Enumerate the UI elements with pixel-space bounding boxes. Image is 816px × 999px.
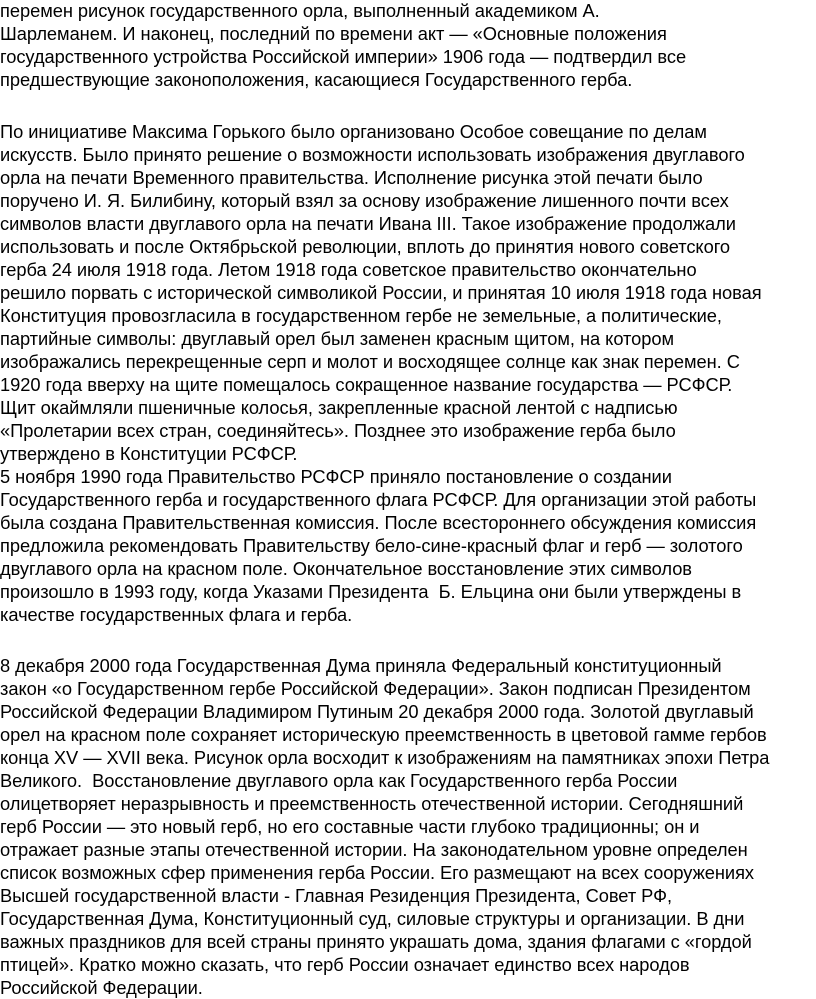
text-line: важных праздников для всей страны принято украшать дома, здания флагами с «гордой (0, 931, 752, 952)
text-line: двуглавого орла на красном поле. Окончательное восстановление этих символов (0, 558, 692, 579)
text-line: перемен рисунок государственного орла, выполненный академиком А. (0, 0, 600, 21)
text-line: 8 декабря 2000 года Государственная Дума приняла Федеральный конституционный (0, 655, 722, 676)
text-line: государственного устройства Российской империи» 1906 года — подтвердил все (0, 46, 687, 67)
text-line: Государственного герба и государственного флага РСФСР. Для организации этой работы (0, 489, 757, 510)
text-line: Высшей государственной власти - Главная Резиденция Президента, Совет РФ, (0, 885, 672, 906)
text-line: Конституция провозгласила в государственном гербе не земельные, а политические, (0, 305, 722, 326)
text-line: произошло в 1993 году, когда Указами Президента Б. Ельцина они были утверждены в (0, 581, 742, 602)
text-line: утверждено в Конституции РСФСР. (0, 443, 298, 464)
text-line: птицей». Кратко можно сказать, что герб России означает единство всех народов (0, 954, 690, 975)
text-line: отражает разные этапы отечественной истории. На законодательном уровне определен (0, 839, 748, 860)
text-line: герб России — это новый герб, но его составные части глубоко традиционны; он и (0, 816, 700, 837)
text-line: предшествующие законоположения, касающиеся Государственного герба. (0, 69, 633, 90)
text-line: поручено И. Я. Билибину, который взял за основу изображение лишенного почти всех (0, 190, 729, 211)
text-line: изображались перекрещенные серп и молот и восходящее солнце как знак перемен. С (0, 351, 740, 372)
text-line: орла на печати Временного правительства. Исполнение рисунка этой печати было (0, 167, 703, 188)
text-line: «Пролетарии всех стран, соединяйтесь». Позднее это изображение герба было (0, 420, 676, 441)
text-line: герба 24 июля 1918 года. Летом 1918 года советское правительство окончательно (0, 259, 697, 280)
text-line: решило порвать с исторической символикой России, и принятая 10 июля 1918 года новая (0, 282, 762, 303)
text-line: партийные символы: двуглавый орел был заменен красным щитом, на котором (0, 328, 675, 349)
text-line: конца XV — XVII века. Рисунок орла восходит к изображениям на памятниках эпохи Петра (0, 747, 770, 768)
text-line: Щит окаймляли пшеничные колосья, закрепленные красной лентой с надписью (0, 397, 678, 418)
text-line: олицетворяет неразрывность и преемственность отечественной истории. Сегодняшний (0, 793, 744, 814)
text-line: закон «о Государственном гербе Российской Федерации». Закон подписан Президентом (0, 678, 751, 699)
text-line: Российской Федерации Владимиром Путиным 20 декабря 2000 года. Золотой двуглавый (0, 701, 754, 722)
text-line: предложила рекомендовать Правительству бело-сине-красный флаг и герб — золотого (0, 535, 743, 556)
text-line: орел на красном поле сохраняет историческую преемственность в цветовой гамме гербов (0, 724, 767, 745)
text-line: искусств. Было принято решение о возможности использовать изображения двуглавого (0, 144, 745, 165)
text-line: список возможных сфер применения герба России. Его размещают на всех сооружениях (0, 862, 755, 883)
text-line: Российской Федерации. (0, 977, 203, 998)
text-line: Великого. Восстановление двуглавого орла как Государственного герба России (0, 770, 678, 791)
text-line: Государственная Дума, Конституционный суд, силовые структуры и организации. В дни (0, 908, 745, 929)
text-line: 5 ноября 1990 года Правительство РСФСР приняло постановление о создании (0, 466, 672, 487)
text-line: использовать и после Октябрьской революции, вплоть до принятия нового советского (0, 236, 731, 257)
text-line: качестве государственных флага и герба. (0, 604, 353, 625)
text-line: символов власти двуглавого орла на печати Ивана III. Такое изображение продолжали (0, 213, 736, 234)
text-line: Шарлеманем. И наконец, последний по времени акт — «Основные положения (0, 23, 667, 44)
text-line: По инициативе Максима Горького было организовано Особое совещание по делам (0, 121, 707, 142)
text-line: была создана Правительственная комиссия. После всестороннего обсуждения комиссия (0, 512, 757, 533)
text-line: 1920 года вверху на щите помещалось сокращенное название государства — РСФСР. (0, 374, 733, 395)
